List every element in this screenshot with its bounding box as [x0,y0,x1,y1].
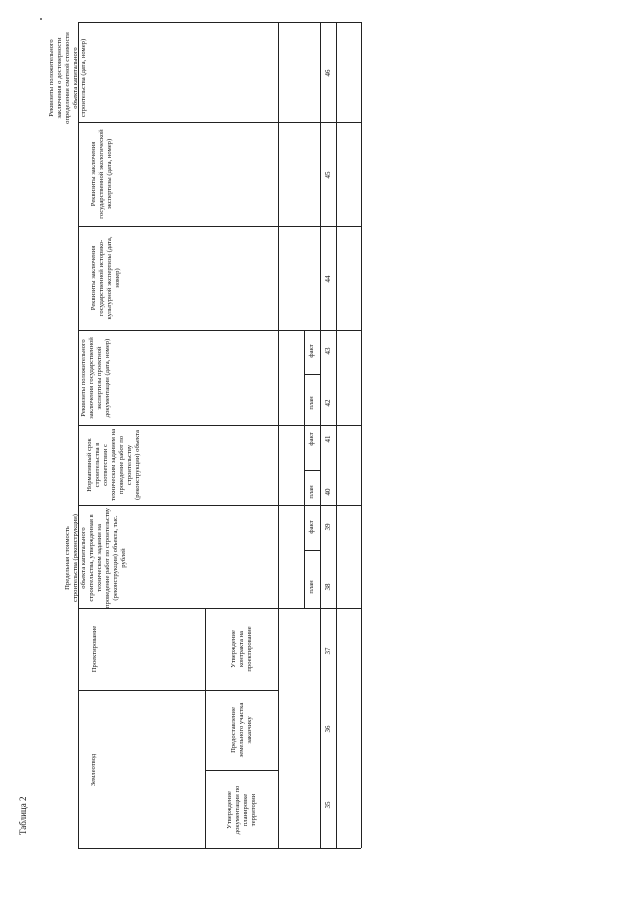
table-border [78,22,361,23]
subheader-divider [205,608,206,848]
planfact-divider [304,374,320,375]
header-cultural: Реквизиты заключения государственной историко-культурной экспертизы (дата, номер) [90,236,122,320]
column-number: 38 [323,583,332,591]
column-number: 44 [323,275,332,283]
column-number: 40 [323,488,332,496]
column-number: 35 [323,801,332,809]
planfact-divider [304,550,320,551]
table-caption: Таблица 2 [18,796,28,835]
fact-label: факт [307,344,315,358]
header-eco: Реквизиты заключения государственной экологической экспертизы (дата, номер) [90,129,114,219]
planfact-divider [304,330,305,608]
table-border [361,22,362,848]
planfact-divider [304,470,320,471]
table-border [78,22,79,848]
column-number: 46 [323,69,332,77]
header-term: Нормативный срок строительства в соответствии с техническим заданием на проведение работ по строительству (реконструкции) объекта [86,428,142,502]
row-divider [336,22,337,848]
header-design-sub: Утверждение контракта на проектирование [229,626,254,672]
column-divider [78,608,361,609]
column-number: 42 [323,399,332,407]
header-estimate: Реквизиты положительного заключения о достоверности определения сметной стоимости объекта капитального строительства (дата, номер) [48,32,88,124]
column-number: 43 [323,347,332,355]
header-divider [278,22,279,848]
plan-label: план [307,485,315,499]
column-number: 41 [323,435,332,443]
plan-label: план [307,396,315,410]
column-divider [78,226,361,227]
column-number: 45 [323,171,332,179]
header-land-sub1: Утверждение документации по планировке территории [225,785,258,835]
column-number: 39 [323,523,332,531]
header-land: Землеотвод [90,753,97,787]
column-divider [78,122,361,123]
header-land-sub2: Предоставление земельного участка заказчику [229,702,254,758]
header-price: Предельная стоимость строительства (реконструкции) объекта капитального строительства, утвержденная в техническом задании на проведение работ по строительству (реконструкции) объекта, тыс. рублей [64,508,128,608]
fact-label: факт [307,520,315,534]
plan-label: план [307,580,315,594]
fact-label: факт [307,432,315,446]
subheader-divider [205,770,278,771]
header-expert: Реквизиты положительного заключения государственной экспертизы проектной документации (дата, номер) [80,337,112,419]
column-number: 37 [323,647,332,655]
column-number: 36 [323,725,332,733]
header-design: Проектирование [91,625,98,673]
table-border [78,848,361,849]
subheader-divider [205,690,278,691]
